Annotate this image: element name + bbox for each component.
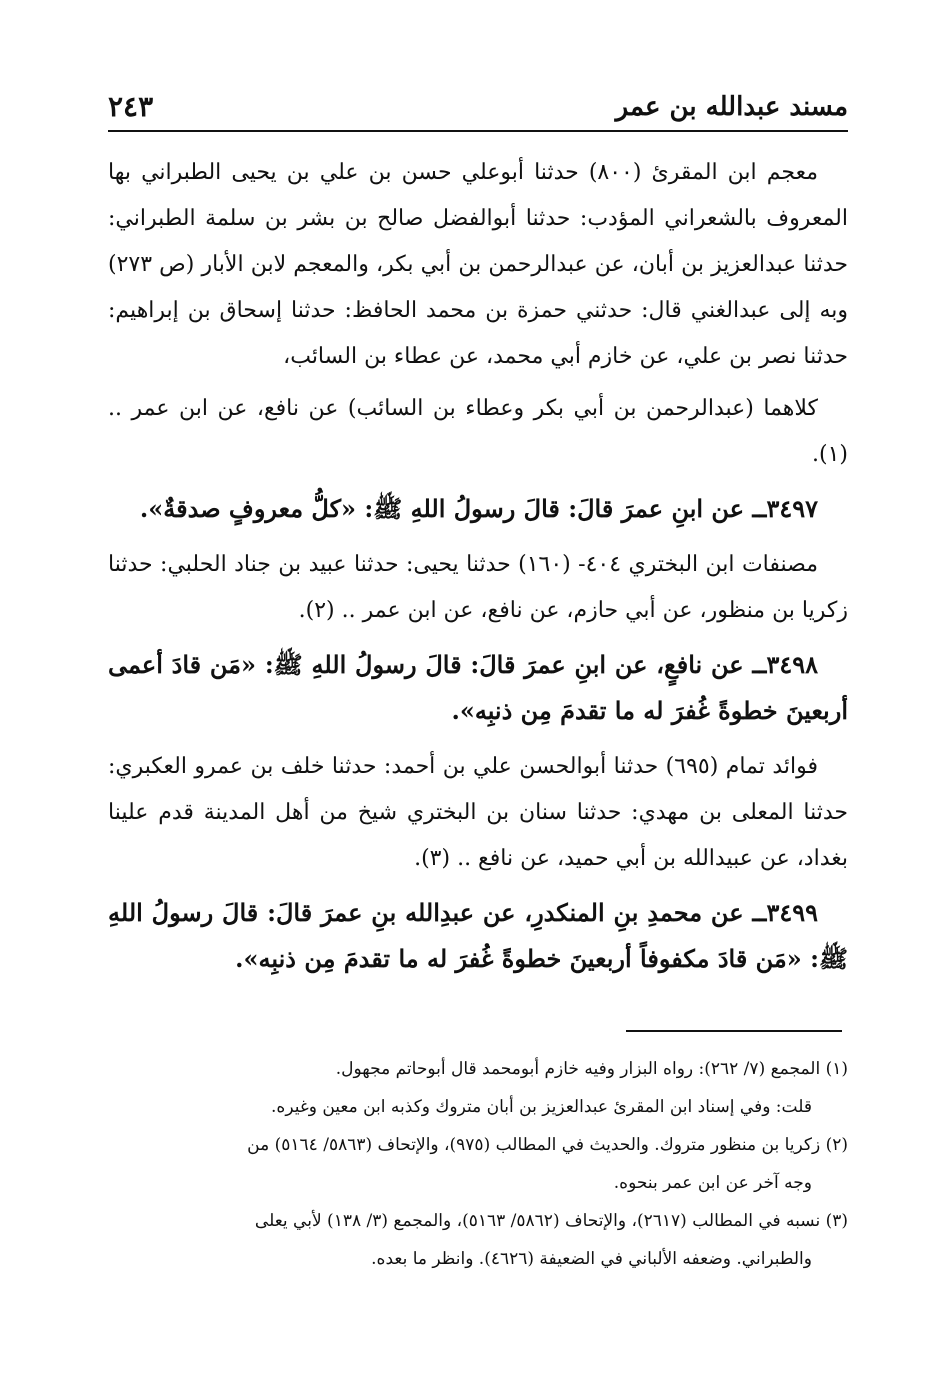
- hadith-3499: ٣٤٩٩ــ عن محمدِ بنِ المنكدرِ، عن عبدِالله بنِ عمرَ قالَ: قالَ رسولُ اللهِ ﷺ: «مَن قادَ مكفوفاً أربعينَ خطوةً غُفرَ له ما تقدمَ مِن ذنبِه».: [108, 898, 848, 973]
- running-header: [108, 88, 848, 132]
- footnote-1: (١) المجمع (٧/ ٢٦٢): رواه البزار وفيه خازم أبومحمد قال أبوحاتم مجهول.: [335, 1059, 848, 1079]
- source-paragraph-4: فوائد تمام (٦٩٥) حدثنا أبوالحسن علي بن أحمد: حدثنا خلف بن عمرو العكبري: حدثنا المعلى بن مهدي: حدثنا سنان بن البختري شيخ من أهل المدينة قدم علينا بغداد، عن عبيدالله بن أبي حميد، عن نافع .. (٣).: [108, 754, 848, 871]
- footnote-2: (٢) زكريا بن منظور متروك. والحديث في المطالب (٩٧٥)، والإتحاف (٥٨٦٣/ ٥١٦٤) من: [247, 1135, 848, 1155]
- footnote-3: (٣) نسبه في المطالب (٢٦١٧)، والإتحاف (٥٨٦٢/ ٥١٦٣)، والمجمع (٣/ ١٣٨) لأبي يعلى: [254, 1211, 848, 1231]
- footnote-2-continuation: وجه آخر عن ابن عمر بنحوه.: [613, 1173, 812, 1193]
- page-number: ٢٤٣: [108, 90, 154, 123]
- source-paragraph-1: معجم ابن المقرئ (٨٠٠) حدثنا أبوعلي حسن بن علي بن يحيى الطبراني بها المعروف بالشعراني المؤدب: حدثنا أبوالفضل صالح بن بشر بن سلمة الطبراني: حدثنا عبدالعزيز بن أبان، عن عبدالرحمن بن أبي بكر، والمعجم لابن الأبار (ص ٢٧٣) وبه إلى عبدالغني قال: حدثني حمزة بن محمد الحافظ: حدثنا إسحاق بن إبراهيم: حدثنا نصر بن علي، عن خازم أبي محمد، عن عطاء بن السائب،: [108, 160, 848, 369]
- footnotes: [108, 1050, 848, 1278]
- footnote-1-continuation: قلت: وفي إسناد ابن المقرئ عبدالعزيز بن أبان متروك وكذبه ابن معين وغيره.: [271, 1097, 812, 1117]
- hadith-3498: ٣٤٩٨ــ عن نافعٍ، عن ابنِ عمرَ قالَ: قالَ رسولُ اللهِ ﷺ: «مَن قادَ أعمى أربعينَ خطوةً غُفرَ له ما تقدمَ مِن ذنبِه».: [108, 650, 848, 725]
- footnote-3-continuation: والطبراني. وضعفه الألباني في الضعيفة (٤٦٢٦). وانظر ما بعده.: [371, 1249, 812, 1269]
- footnote-separator: [626, 1030, 842, 1032]
- source-paragraph-3: مصنفات ابن البختري ٤٠٤- (١٦٠) حدثنا يحيى: حدثنا عبيد بن جناد الحلبي: حدثنا زكريا بن منظور، عن أبي حازم، عن نافع، عن ابن عمر .. (٢).: [108, 552, 848, 623]
- header-title: مسند عبدالله بن عمر: [615, 92, 848, 122]
- main-text: [108, 150, 848, 992]
- hadith-3497: ٣٤٩٧ــ عن ابنِ عمرَ قالَ: قالَ رسولُ اللهِ ﷺ: «كلُّ معروفٍ صدقةٌ».: [139, 494, 818, 523]
- source-paragraph-2: كلاهما (عبدالرحمن بن أبي بكر وعطاء بن السائب) عن نافع، عن ابن عمر .. (١).: [108, 396, 848, 467]
